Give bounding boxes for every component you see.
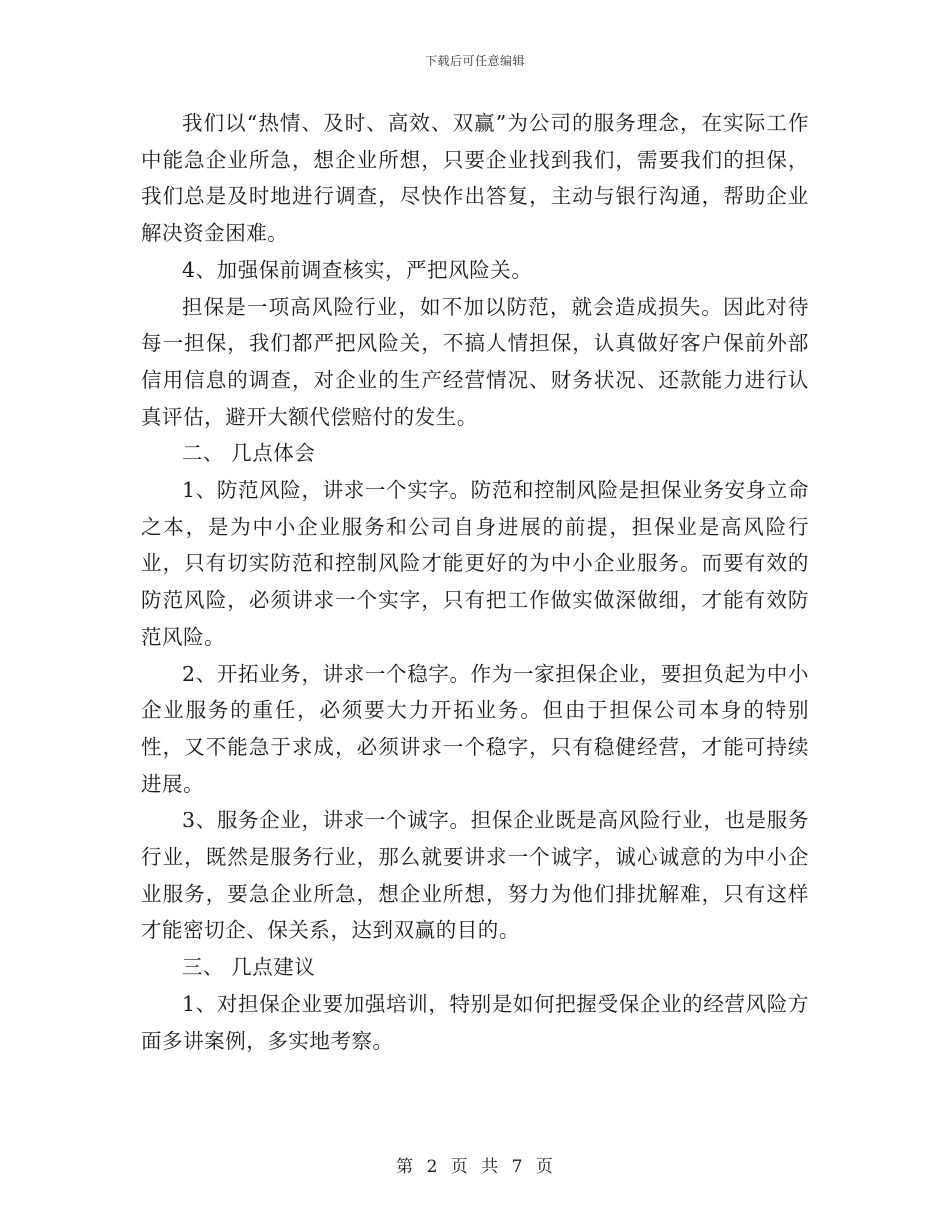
section-heading-experience: 二、 几点体会 [182, 441, 316, 466]
paragraph-service-philosophy: 我们以“热情、及时、高效、双赢”为公司的服务理念，在实际工作中能急企业所急，想企业所想，只要企业找到我们，需要我们的担保，我们总是及时地进行调查，尽快作出答复，主动与银行沟通，帮助企业解决资金困难。 [141, 111, 809, 246]
paragraph-risk-control: 担保是一项高风险行业，如不加以防范，就会造成损失。因此对待每一担保，我们都严把风险关，不搞人情担保，认真做好客户保前外部信用信息的调查，对企业的生产经营情况、财务状况、还款能力进行认真评估，避开大额代偿赔付的发生。 [141, 294, 809, 429]
paragraph-experience-2: 2、开拓业务，讲求一个稳字。作为一家担保企业，要担负起为中小企业服务的重任，必须要大力开拓业务。但由于担保公司本身的特别性，又不能急于求成，必须讲求一个稳字，只有稳健经营，才能可持续进展。 [141, 661, 809, 796]
section-heading-suggestions: 三、 几点建议 [182, 955, 316, 980]
paragraph-item-4-heading: 4、加强保前调查核实，严把风险关。 [182, 257, 533, 282]
paragraph-suggestion-1: 1、对担保企业要加强培训，特别是如何把握受保企业的经营风险方面多讲案例，多实地考察。 [141, 991, 809, 1053]
paragraph-experience-1: 1、防范风险，讲求一个实字。防范和控制风险是担保业务安身立命之本，是为中小企业服务和公司自身进展的前提，担保业是高风险行业，只有切实防范和控制风险才能更好的为中小企业服务。而要有效的防范风险，必须讲求一个实字，只有把工作做实做深做细，才能有效防范风险。 [141, 478, 809, 649]
page-header-note: 下载后可任意编辑 [424, 54, 525, 68]
document-body [141, 105, 809, 1059]
paragraph-experience-3: 3、服务企业，讲求一个诚字。担保企业既是高风险行业，也是服务行业，既然是服务行业，那么就要讲求一个诚字，诚心诚意的为中小企业服务，要急企业所急，想企业所想，努力为他们排扰解难，只有这样才能密切企、保关系，达到双赢的目的。 [141, 808, 809, 943]
page-number-footer: 第 2 页 共 7 页 [396, 1157, 554, 1177]
